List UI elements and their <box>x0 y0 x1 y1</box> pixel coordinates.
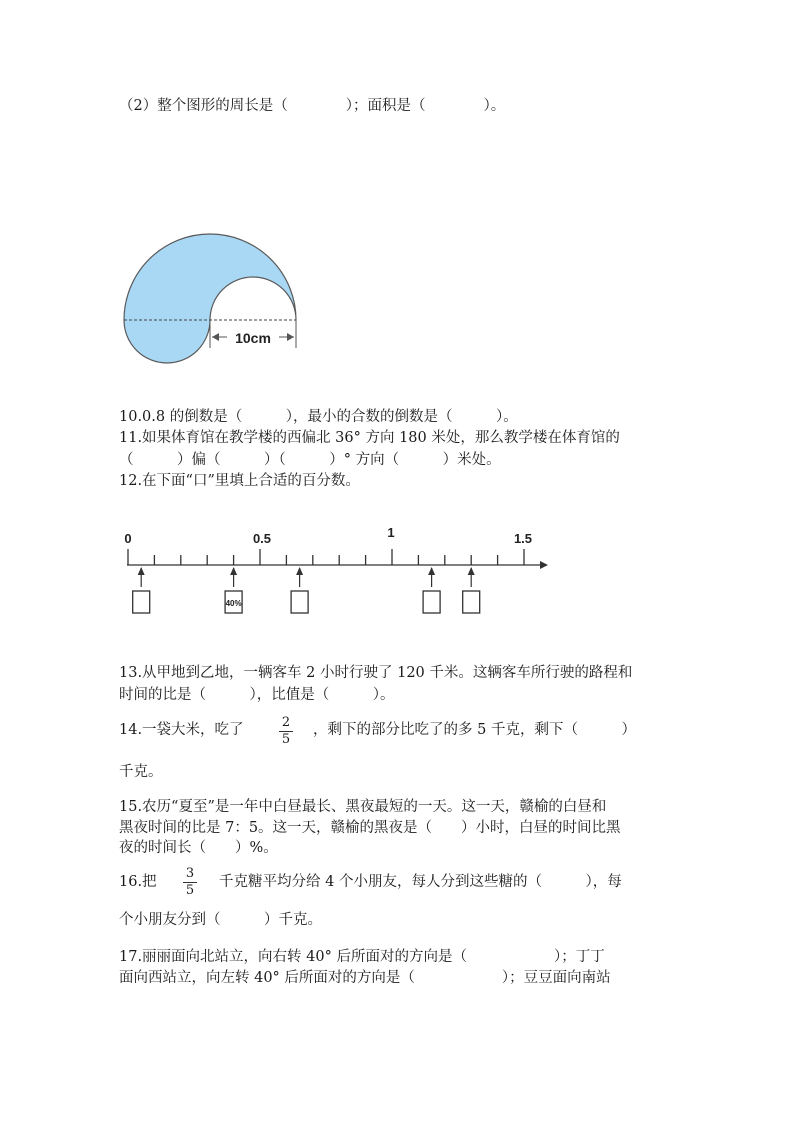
tick-label-1: 1 <box>387 525 395 540</box>
question-13-line-2: 时间的比是（ ），比值是（ ）。 <box>119 687 395 703</box>
marker-arrow-head <box>468 567 475 575</box>
question-14-prefix: 14.一袋大米，吃了 <box>119 722 244 738</box>
question-15-line-2: 黑夜时间的比是 7：5。这一天，赣榆的黑夜是（ ）小时，白昼的时间比黑 <box>119 820 621 836</box>
answer-box[interactable] <box>133 591 150 613</box>
question-16-suffix: 千克糖平均分给 4 个小朋友，每人分到这些糖的（ ），每 <box>219 874 622 890</box>
marker-arrow-head <box>230 567 237 575</box>
answer-box[interactable] <box>423 591 440 613</box>
question-16-line-2: 个小朋友分到（ ）千克。 <box>119 912 322 928</box>
question-15-line-3: 夜的时间长（ ）%。 <box>119 840 278 856</box>
question-13-line-1: 13.从甲地到乙地，一辆客车 2 小时行驶了 120 千米。这辆客车所行驶的路程和 <box>119 665 633 681</box>
dimension-arrow-left <box>212 333 219 341</box>
question-15-line-1: 15.农历“夏至”是一年中白昼最长、黑夜最短的一天。这一天，赣榆的白昼和 <box>119 799 607 815</box>
semicircle-figure <box>115 215 315 375</box>
marker-arrow-head <box>296 567 303 575</box>
question-10: 10.0.8 的倒数是（ ），最小的合数的倒数是（ ）。 <box>119 409 518 425</box>
question-16-prefix: 16.把 <box>119 874 157 890</box>
answer-box[interactable] <box>291 591 308 613</box>
question-14-suffix: ，剩下的部分比吃了的多 5 千克，剩下（ ） <box>313 722 636 738</box>
dimension-arrow-right <box>287 333 294 341</box>
question-11-line-1: 11.如果体育馆在教学楼的西偏北 36° 方向 180 米处，那么教学楼在体育馆的 <box>119 430 620 446</box>
ticks <box>128 549 524 565</box>
question-11-line-2: （ ）偏（ ）（ ）° 方向（ ）米处。 <box>119 452 501 468</box>
tick-label-0.5: 0.5 <box>252 531 272 546</box>
question-14-line-2: 千克。 <box>119 764 163 780</box>
answer-box[interactable] <box>463 591 480 613</box>
fraction-two-fifths: 2 5 <box>279 716 293 747</box>
question-9-part-2: （2）整个图形的周长是（ ）；面积是（ ）。 <box>119 98 506 114</box>
question-17-line-2: 面向西站立，向左转 40° 后所面对的方向是（ ）；豆豆面向南站 <box>119 970 611 986</box>
question-12: 12.在下面“口”里填上合适的百分数。 <box>119 473 360 489</box>
dimension-label: 10cm <box>235 330 271 346</box>
marker-arrow-head <box>428 567 435 575</box>
tick-label-0: 0 <box>124 531 132 546</box>
markers <box>133 567 480 613</box>
marker-arrow-head <box>138 567 145 575</box>
axis-arrow <box>540 561 548 569</box>
number-line <box>118 522 558 622</box>
answer-box-label: 40% <box>225 599 242 608</box>
tick-label-1.5: 1.5 <box>513 531 533 546</box>
fraction-three-fifths: 3 5 <box>183 867 197 898</box>
question-17-line-1: 17.丽丽面向北站立，向右转 40° 后所面对的方向是（ ）；丁丁 <box>119 949 605 965</box>
